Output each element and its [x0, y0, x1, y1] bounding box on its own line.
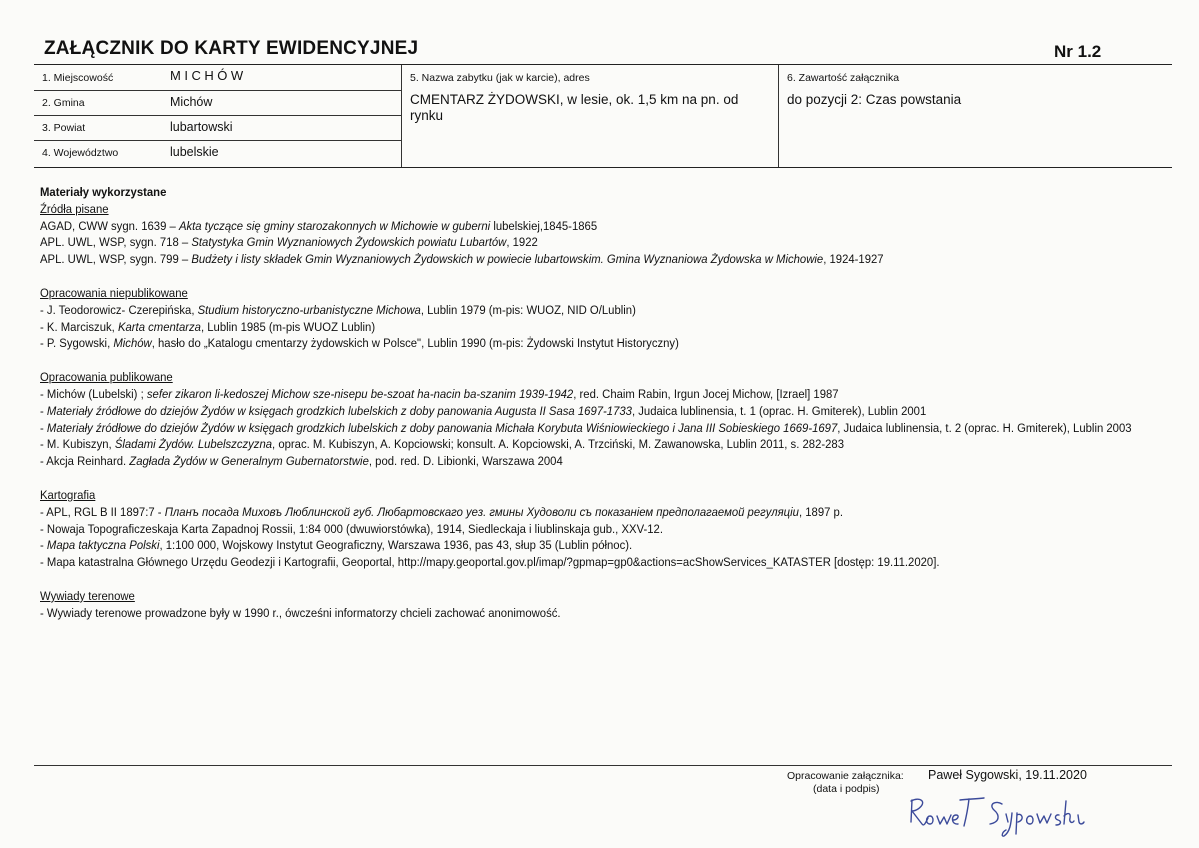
item-text: , 1:100 000, Wojskowy Instytut Geograficzny, Warszawa 1936, pas 43, słup 35 (Lublin północ). [159, 538, 633, 553]
footer-label-line2: (data i podpis) [813, 783, 880, 795]
item-text: , 1897 р. [798, 504, 844, 519]
field-gmina [34, 90, 401, 116]
item-text: , oprac. M. Kubiszyn, A. Kopciowski; konsult. A. Kopciowski, A. Trzciński, M. Zawanowska, Lublin 2011, s. 282-283 [272, 437, 845, 452]
item-text: AGAD, CWW sygn. 1639 – [40, 218, 179, 233]
document-title: ZAŁĄCZNIK DO KARTY EWIDENCYJNEJ [44, 38, 419, 59]
source-list [40, 302, 1078, 352]
item-text: - APL, RGL B II 1897:7 - [40, 504, 165, 519]
item-text: - [40, 420, 47, 435]
field-value: lubartowski [170, 120, 233, 134]
item-text: - Akcja Reinhard. [40, 454, 130, 469]
section-heading-wywiady: Wywiady terenowe [40, 588, 135, 603]
footer-label [787, 770, 904, 796]
list-item [40, 386, 1167, 403]
field-powiat [34, 115, 401, 141]
item-title: Планъ посада Миховъ Люблинской губ. Любартовскаго уез. гмины Худоволи съ показанiем предполагаемой регуляцiи [164, 504, 799, 519]
field-miejscowosc [34, 65, 401, 91]
item-title: Materiały źródłowe do dziejów Żydów w księgach grodzkich lubelskich z doby panowania Augusta II Sasa 1697-1733 [46, 403, 632, 418]
field-label: 3. Powiat [42, 122, 86, 134]
item-title: Budżety i listy składek Gmin Wyznaniowych Żydowskich w powiecie lubartowskim. Gmina Wyznaniowa Żydowska w Michowie [191, 252, 824, 267]
section-heading-kartografia: Kartografia [40, 487, 96, 502]
item-text: lubelskiej,1845-1865 [490, 218, 598, 233]
list-item [40, 436, 1167, 453]
item-title: Materiały źródłowe do dziejów Żydów w księgach grodzkich lubelskich z doby panowania Michała Korybuta Wiśniowieckiego i Jana III Sobieskiego 1669-1697 [46, 420, 838, 435]
item-title: sefer zikaron li-kedoszej Michow sze-nisepu be-szoat ha-nacin ba-szanim 1939-1942 [146, 386, 574, 401]
item-text: , 1922 [506, 235, 538, 250]
item-text: - Michów (Lubelski) ; [40, 386, 147, 401]
list-item [40, 605, 1167, 622]
list-item [40, 537, 1167, 554]
item-text: , Lublin 1979 (m-pis: WUOZ, NID O/Lublin) [420, 302, 636, 317]
item-text: - Wywiady terenowe prowadzone były w 1990 r., ówcześni informatorzy chcieli zachować anonimowość. [40, 605, 561, 620]
field-label: 4. Województwo [42, 147, 119, 159]
section-heading-publikowane: Opracowania publikowane [40, 370, 173, 385]
item-text: - K. Marciszuk, [40, 319, 118, 334]
footer-author: Paweł Sygowski, 19.11.2020 [928, 768, 1087, 782]
field-value: do pozycji 2: Czas powstania [787, 92, 962, 107]
source-list [40, 605, 1078, 622]
field-label: 5. Nazwa zabytku (jak w karcie), adres [410, 72, 590, 84]
list-item [40, 251, 1167, 268]
item-title: Karta cmentarza [117, 319, 201, 334]
list-item [40, 234, 1167, 251]
field-value: lubelskie [170, 145, 219, 159]
field-value: Michów [170, 95, 213, 109]
item-title: Akta tyczące się gminy starozakonnych w Michowie w guberni [178, 218, 491, 233]
list-item [40, 420, 1167, 437]
item-title: Zagłada Żydów w Generalnym Gubernatorstwie [129, 454, 369, 469]
field-label: 1. Miejscowość [42, 72, 114, 84]
item-text: - [40, 403, 47, 418]
item-text: - Mapa katastralna Głównego Urzędu Geodezji i Kartografii, Geoportal, [40, 555, 398, 570]
list-item [40, 335, 1167, 352]
item-text: APL. UWL, WSP, sygn. 718 – [40, 235, 192, 250]
materials-content [40, 184, 1132, 622]
item-text: [dostęp: 19.11.2020]. [830, 555, 940, 570]
item-text: , 1924-1927 [823, 252, 884, 267]
item-text: - J. Teodorowicz- Czerepińska, [40, 302, 198, 317]
item-title: Mapa taktyczna Polski [46, 538, 160, 553]
source-list [40, 386, 1132, 470]
list-item-geoportal [40, 554, 1078, 571]
item-text: APL. UWL, WSP, sygn. 799 – [40, 252, 192, 267]
source-list [40, 504, 1078, 554]
location-fields [34, 65, 402, 167]
item-title: Statystyka Gmin Wyznaniowych Żydowskich powiatu Lubartów [191, 235, 507, 250]
list-item [40, 521, 1167, 538]
record-header-table [34, 64, 1172, 168]
list-item [40, 453, 1167, 470]
list-item [40, 504, 1167, 521]
item-text: - M. Kubiszyn, [40, 437, 115, 452]
source-list [40, 218, 1078, 268]
footer-divider [34, 765, 1172, 766]
item-text: - Nowaja Topograficzeskaja Karta Zapadnoj Rossii, 1:84 000 (dwuwiorstówka), 1914, Siedleckaja i liublinskaja gub., XXV-12. [40, 521, 663, 536]
item-text: - P. Sygowski, [40, 336, 114, 351]
field-label: 2. Gmina [42, 97, 85, 109]
field-value: MICHÓW [170, 68, 247, 83]
footer-label-line1: Opracowanie załącznika: [787, 770, 904, 782]
item-text: , Judaica lublinensia, t. 2 (oprac. H. Gmiterek), Lublin 2003 [837, 420, 1132, 435]
list-item [40, 302, 1167, 319]
section-heading-niepublikowane: Opracowania niepublikowane [40, 285, 188, 300]
item-text: , Judaica lublinensia, t. 1 (oprac. H. Gmiterek), Lublin 2001 [631, 403, 927, 418]
geoportal-link[interactable]: http://mapy.geoportal.gov.pl/imap/?gpmap=gp0&actions=acShowServices_KATASTER [397, 555, 831, 570]
materials-heading: Materiały wykorzystane [40, 185, 167, 199]
field-wojewodztwo [34, 140, 401, 165]
item-text: , hasło do „Katalogu cmentarzy żydowskich w Polsce", Lublin 1990 (m-pis: Żydowski Instytut Historyczny) [151, 336, 679, 351]
item-title: Studium historyczno-urbanistyczne Michowa [197, 302, 421, 317]
field-label: 6. Zawartość załącznika [787, 72, 900, 84]
item-title: Śladami Żydów. Lubelszczyzna [114, 437, 273, 452]
item-title: Michów [113, 336, 152, 351]
list-item [40, 218, 1167, 235]
field-value: CMENTARZ ŻYDOWSKI, w lesie, ok. 1,5 km na pn. od rynku [410, 92, 739, 123]
handwritten-signature [906, 794, 1096, 838]
field-zawartosc [779, 65, 1172, 167]
item-text: - [40, 538, 47, 553]
list-item [40, 319, 1167, 336]
item-text: , Lublin 1985 (m-pis WUOZ Lublin) [200, 319, 376, 334]
list-item [40, 403, 1167, 420]
attachment-number: Nr 1.2 [1054, 42, 1102, 61]
item-text: , red. Chaim Rabin, Irgun Jocej Michow, [Izrael] 1987 [573, 386, 839, 401]
item-text: , pod. red. D. Libionki, Warszawa 2004 [368, 454, 563, 469]
field-nazwa-zabytku [402, 65, 779, 167]
section-heading-zrodla: Źródła pisane [40, 201, 109, 216]
